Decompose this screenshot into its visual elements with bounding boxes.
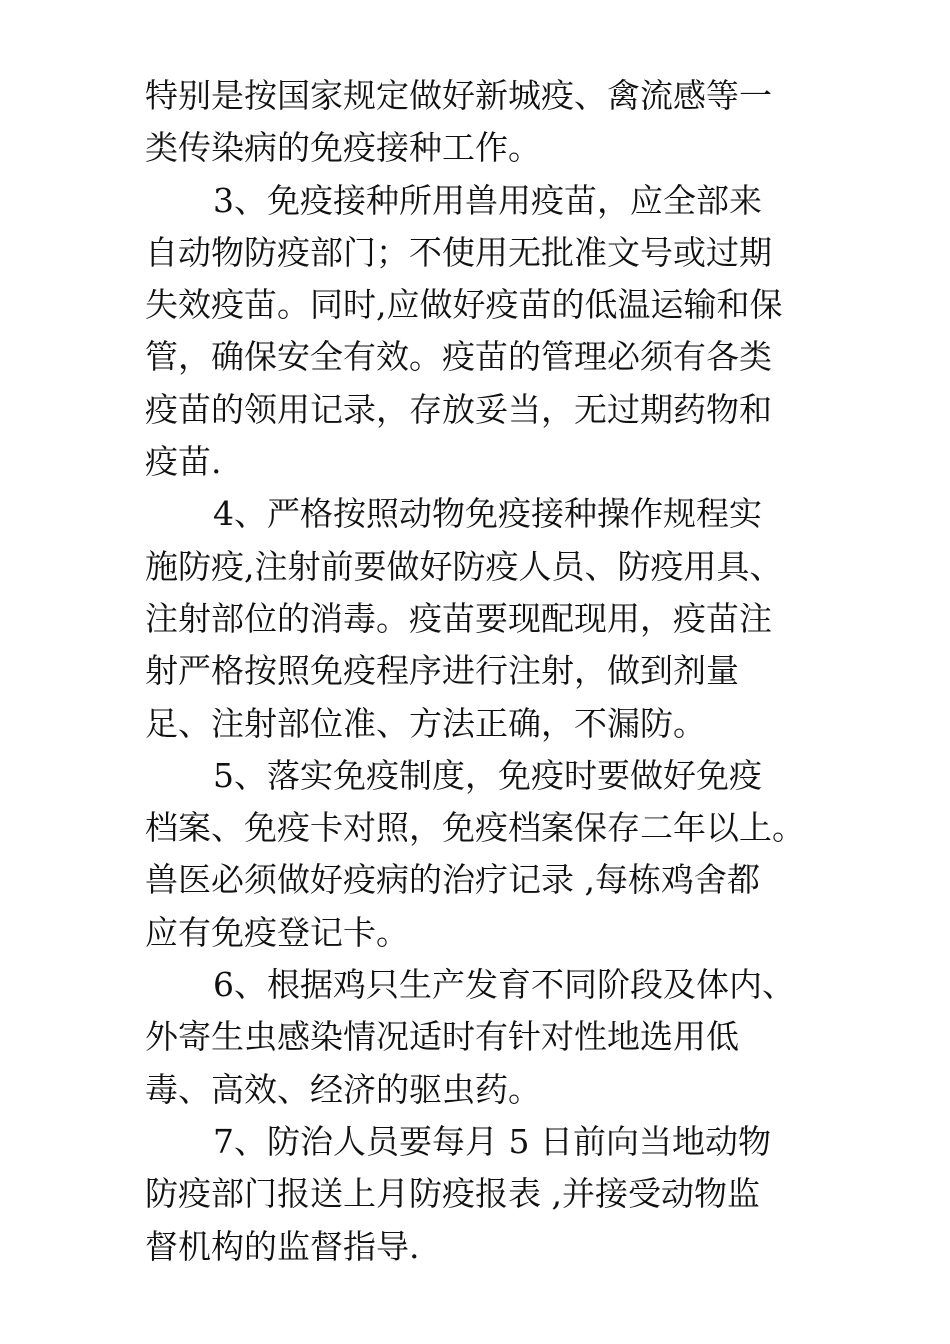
text-line: 应有免疫登记卡。 [145,912,409,952]
document-body [145,70,815,1273]
text-line: 施防疫,注射前要做好防疫人员、防疫用具、 [145,546,783,586]
text-line: 管，确保安全有效。疫苗的管理必须有各类 [145,337,772,377]
text-line: 兽医必须做好疫病的治疗记录 ,每栋鸡舍都 [145,860,760,900]
text-line: 射严格按照免疫程序进行注射，做到剂量 [145,651,739,691]
text-line: 失效疫苗。同时,应做好疫苗的低温运输和保 [145,285,783,325]
paragraph-3-start: 3、免疫接种所用兽用疫苗，应全部来 [213,180,762,220]
text-line: 注射部位的消毒。疫苗要现配现用，疫苗注 [145,598,772,638]
text-line: 督机构的监督指导. [145,1226,420,1266]
text-line: 类传染病的免疫接种工作。 [145,128,541,168]
text-line: 疫苗的领用记录，存放妥当，无过期药物和 [145,389,772,429]
text-line: 特别是按国家规定做好新城疫、禽流感等一 [145,76,772,115]
text-line: 档案、免疫卡对照，免疫档案保存二年以上。 [145,808,805,848]
paragraph-6-start: 6、根据鸡只生产发育不同阶段及体内、 [213,965,795,1005]
paragraph-4-start: 4、严格按照动物免疫接种操作规程实 [213,494,762,534]
text-line: 毒、高效、经济的驱虫药。 [145,1069,541,1109]
text-line: 自动物防疫部门；不使用无批准文号或过期 [145,232,772,272]
text-line: 防疫部门报送上月防疫报表 ,并接受动物监 [145,1174,760,1214]
text-line: 外寄生虫感染情况适时有针对性地选用低 [145,1017,739,1057]
text-line: 疫苗. [145,442,222,482]
paragraph-5-start: 5、落实免疫制度，免疫时要做好免疫 [213,755,762,795]
paragraph-7-start: 7、防治人员要每月 5 日前向当地动物 [213,1121,771,1161]
text-line: 足、注射部位准、方法正确，不漏防。 [145,703,706,743]
